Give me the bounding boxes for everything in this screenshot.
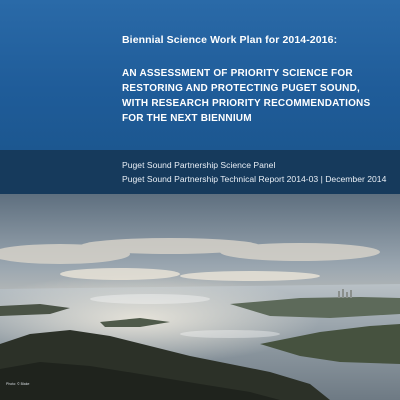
photo-credit: Photo: © Blake [6, 382, 30, 386]
cover-title-line-3: WITH RESEARCH PRIORITY RECOMMENDATIONS [122, 98, 371, 109]
cover-title-line-1: AN ASSESSMENT OF PRIORITY SCIENCE FOR [122, 68, 353, 79]
aerial-sound-photo [0, 194, 400, 400]
cover-title [122, 66, 370, 126]
cover-title-line-4: FOR THE NEXT BIENNIUM [122, 113, 252, 124]
cover-subtitle: Biennial Science Work Plan for 2014-2016: [122, 34, 338, 46]
cover-org-name: Puget Sound Partnership Science Panel [122, 160, 276, 170]
cover-report-number: Puget Sound Partnership Technical Report 2014-03 | December 2014 [122, 174, 387, 184]
cover-org-band [0, 150, 400, 194]
cover-title-line-2: RESTORING AND PROTECTING PUGET SOUND, [122, 83, 360, 94]
